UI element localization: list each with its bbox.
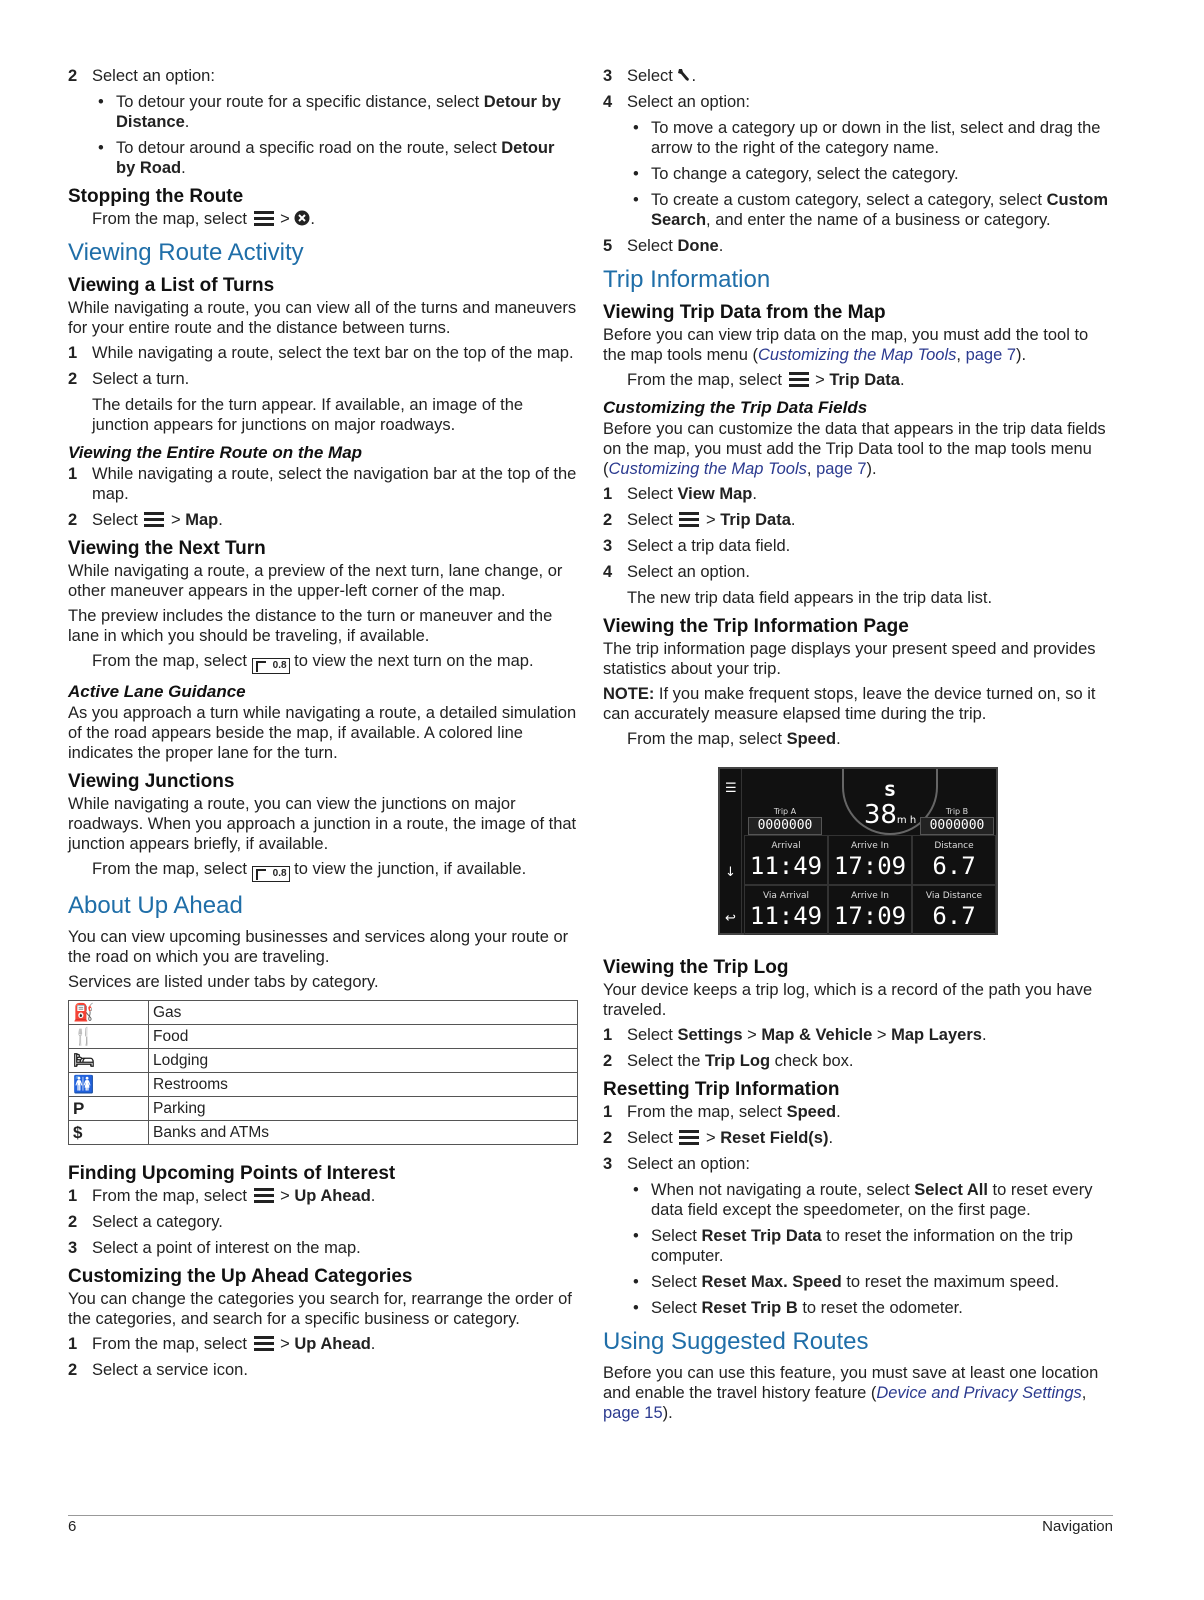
section-heading-finding-poi: Finding Upcoming Points of Interest xyxy=(68,1163,396,1184)
step: 2 Select > Reset Field(s). xyxy=(603,1129,834,1147)
wrench-icon xyxy=(677,68,691,82)
paragraph: As you approach a turn while navigating a route, a detailed simulation of the road appears beside the map, if available. A colored line indicates the proper lane for the turn. xyxy=(68,704,577,762)
paragraph: You can view upcoming businesses and services along your route or the road on which you are traveling. xyxy=(68,928,569,966)
instruction: From the map, select Speed. xyxy=(627,730,841,748)
section-heading-next-turn: Viewing the Next Turn xyxy=(68,538,266,559)
paragraph: Before you can use this feature, you must save at least one location and enable the travel history feature (Device and Privacy Settings, page 15). xyxy=(603,1364,1099,1422)
menu-icon xyxy=(144,512,164,527)
services-table xyxy=(68,1000,578,1145)
paragraph: Your device keeps a trip log, which is a record of the path you have traveled. xyxy=(603,981,1093,1019)
stop-icon xyxy=(294,210,310,226)
section-heading-stopping-route: Stopping the Route xyxy=(68,186,244,207)
step: 4 Select an option: xyxy=(603,93,750,111)
step: 2 Select a service icon. xyxy=(68,1361,248,1379)
restrooms-icon: 🚻 xyxy=(69,1073,149,1097)
step xyxy=(68,66,578,86)
data-field[interactable]: Arrive In 17:09 xyxy=(828,885,912,935)
menu-icon xyxy=(254,1188,274,1203)
bank-icon: $ xyxy=(69,1121,149,1145)
step: 2 Select > Trip Data. xyxy=(603,511,796,529)
category-options xyxy=(603,118,1113,230)
arrow-down-icon: ↓ xyxy=(725,865,736,880)
paragraph: While navigating a route, you can view the junctions on major roadways. When you approach a junction in a route, the image of that junction appears briefly, if available. xyxy=(68,795,577,853)
table-row: $ Banks and ATMs xyxy=(69,1121,578,1145)
section-heading-trip-information: Trip Information xyxy=(603,266,771,293)
trip-a-odometer: Trip A 0000000 xyxy=(748,807,822,835)
table-row: 🛏 Lodging xyxy=(69,1049,578,1073)
right-column xyxy=(603,66,1113,1428)
subsection-heading-lane-guidance: Active Lane Guidance xyxy=(68,682,246,701)
list-item: • Select Reset Trip Data to reset the information on the trip computer. xyxy=(627,1226,1113,1266)
list-item: • To create a custom category, select a category, select Custom Search, and enter the name of a business or category. xyxy=(627,190,1113,230)
section-heading-suggested-routes: Using Suggested Routes xyxy=(603,1328,869,1355)
paragraph: You can change the categories you search for, rearrange the order of the categories, and search for a specific business or category. xyxy=(68,1290,572,1328)
step: 1 From the map, select > Up Ahead. xyxy=(68,1335,376,1353)
data-field[interactable]: Via Distance 6.7 xyxy=(912,885,996,935)
trip-data-grid xyxy=(744,769,996,933)
gas-icon: ⛽ xyxy=(69,1001,149,1025)
section-heading-junctions: Viewing Junctions xyxy=(68,771,235,792)
table-row: ⛽ Gas xyxy=(69,1001,578,1025)
step-note: The new trip data field appears in the trip data list. xyxy=(627,589,993,607)
step: 5 Select Done. xyxy=(603,237,724,255)
footer-section-name: Navigation xyxy=(1042,1518,1113,1535)
list-item: • To detour around a specific road on the route, select Detour by Road. xyxy=(92,138,578,178)
food-icon: 🍴 xyxy=(69,1025,149,1049)
step: 1 Select View Map. xyxy=(603,485,757,503)
section-heading-trip-data-map: Viewing Trip Data from the Map xyxy=(603,302,886,323)
paragraph: Services are listed under tabs by category. xyxy=(68,973,379,991)
cross-reference-link[interactable]: Device and Privacy Settings xyxy=(876,1384,1082,1402)
menu-icon xyxy=(254,211,274,226)
table-row: 🍴 Food xyxy=(69,1025,578,1049)
step: 3 Select a point of interest on the map. xyxy=(68,1239,361,1257)
step: 1 From the map, select Speed. xyxy=(603,1103,841,1121)
section-heading-up-ahead: About Up Ahead xyxy=(68,892,243,919)
speed-value: 38m h xyxy=(863,800,917,830)
data-field[interactable]: Distance 6.7 xyxy=(912,835,996,885)
subsection-heading-customizing-fields: Customizing the Trip Data Fields xyxy=(603,398,868,417)
note: NOTE: If you make frequent stops, leave the device turned on, so it can accurately measure elapsed time during the trip. xyxy=(603,685,1096,723)
table-row: 🚻 Restrooms xyxy=(69,1073,578,1097)
paragraph: The trip information page displays your present speed and provides statistics about your trip. xyxy=(603,640,1096,678)
step: 3 Select a trip data field. xyxy=(603,537,791,555)
instruction: From the map, select > . xyxy=(92,210,315,228)
menu-icon: ☰ xyxy=(725,781,737,796)
data-field[interactable]: Arrival 11:49 xyxy=(744,835,828,885)
section-heading-resetting: Resetting Trip Information xyxy=(603,1079,840,1100)
reset-options xyxy=(603,1180,1113,1318)
back-icon: ↩ xyxy=(725,911,736,926)
step: 4 Select an option. xyxy=(603,563,750,581)
step: 3 Select an option: xyxy=(603,1155,750,1173)
next-turn-icon: 0.8 xyxy=(252,866,290,882)
trip-b-odometer: Trip B 0000000 xyxy=(920,807,994,835)
menu-icon xyxy=(789,372,809,387)
step: 1 Select Settings > Map & Vehicle > Map Layers. xyxy=(603,1026,987,1044)
page-link[interactable]: page 7 xyxy=(965,346,1017,364)
next-turn-icon: 0.8 xyxy=(252,658,290,674)
paragraph: The preview includes the distance to the turn or maneuver and the lane in which you should be traveling, if available. xyxy=(68,607,553,645)
step: 1 From the map, select > Up Ahead. xyxy=(68,1187,376,1205)
paragraph: Before you can customize the data that appears in the trip data fields on the map, you must add the Trip Data tool to the map tools menu (Customizing the Map Tools, page 7). xyxy=(603,420,1106,478)
step: 1 While navigating a route, select the navigation bar at the top of the map. xyxy=(68,465,577,503)
data-field[interactable]: Arrive In 17:09 xyxy=(828,835,912,885)
page-link[interactable]: page 7 xyxy=(816,460,867,478)
instruction: From the map, select 0.8 to view the next turn on the map. xyxy=(68,651,578,674)
list-item: • To change a category, select the category. xyxy=(627,164,1113,184)
section-heading-list-turns: Viewing a List of Turns xyxy=(68,275,275,296)
page-number: 6 xyxy=(68,1518,77,1535)
page-link[interactable]: page 15 xyxy=(603,1404,663,1422)
cross-reference-link[interactable]: Customizing the Map Tools xyxy=(758,346,957,364)
subsection-heading-entire-route: Viewing the Entire Route on the Map xyxy=(68,443,363,462)
list-item: • Select Reset Max. Speed to reset the maximum speed. xyxy=(627,1272,1113,1292)
cross-reference-link[interactable]: Customizing the Map Tools xyxy=(608,460,807,478)
left-column xyxy=(68,66,578,1386)
section-heading-trip-info-page: Viewing the Trip Information Page xyxy=(603,616,909,637)
step-number: 2 xyxy=(68,67,78,85)
table-row: P Parking xyxy=(69,1097,578,1121)
section-heading-trip-log: Viewing the Trip Log xyxy=(603,957,789,978)
instruction: From the map, select > Trip Data. xyxy=(627,371,905,389)
step: 2 Select a category. xyxy=(68,1213,223,1231)
list-item: • To detour your route for a specific distance, select Detour by Distance. xyxy=(92,92,578,132)
step-text: Select an option: xyxy=(92,67,215,85)
trip-computer-screenshot xyxy=(718,767,998,935)
list-item: • When not navigating a route, select Select All to reset every data field except the speedometer, on the first page. xyxy=(627,1180,1113,1220)
parking-icon: P xyxy=(69,1097,149,1121)
step: 2 Select a turn. xyxy=(68,370,190,388)
list-item: • To move a category up or down in the list, select and drag the arrow to the right of the category name. xyxy=(627,118,1113,158)
step: 1 While navigating a route, select the text bar on the top of the map. xyxy=(68,344,574,362)
list-item: • Select Reset Trip B to reset the odometer. xyxy=(627,1298,1113,1318)
section-heading-customizing-up-ahead: Customizing the Up Ahead Categories xyxy=(68,1266,413,1287)
paragraph: While navigating a route, a preview of the next turn, lane change, or other maneuver appears in the upper-left corner of the map. xyxy=(68,562,563,600)
lodging-icon: 🛏 xyxy=(69,1049,149,1073)
step: 2 Select > Map. xyxy=(68,511,223,529)
step: 3 Select . xyxy=(603,67,697,85)
instruction: From the map, select 0.8 to view the junction, if available. xyxy=(68,859,578,882)
menu-icon xyxy=(679,1130,699,1145)
menu-icon xyxy=(254,1336,274,1351)
paragraph: While navigating a route, you can view all of the turns and maneuvers for your entire route and the distance between turns. xyxy=(68,299,577,337)
heading-direction: S xyxy=(884,781,896,800)
menu-icon xyxy=(679,512,699,527)
footer-divider xyxy=(68,1515,1113,1516)
detour-options xyxy=(68,92,578,178)
section-heading-route-activity: Viewing Route Activity xyxy=(68,239,304,266)
device-sidebar xyxy=(720,769,742,933)
step: 2 Select the Trip Log check box. xyxy=(603,1052,854,1070)
paragraph: Before you can view trip data on the map, you must add the tool to the map tools menu (Customizing the Map Tools, page 7). xyxy=(603,326,1089,364)
data-field[interactable]: Via Arrival 11:49 xyxy=(744,885,828,935)
step-note: The details for the turn appear. If available, an image of the junction appears for junctions on major roadways. xyxy=(92,396,524,434)
